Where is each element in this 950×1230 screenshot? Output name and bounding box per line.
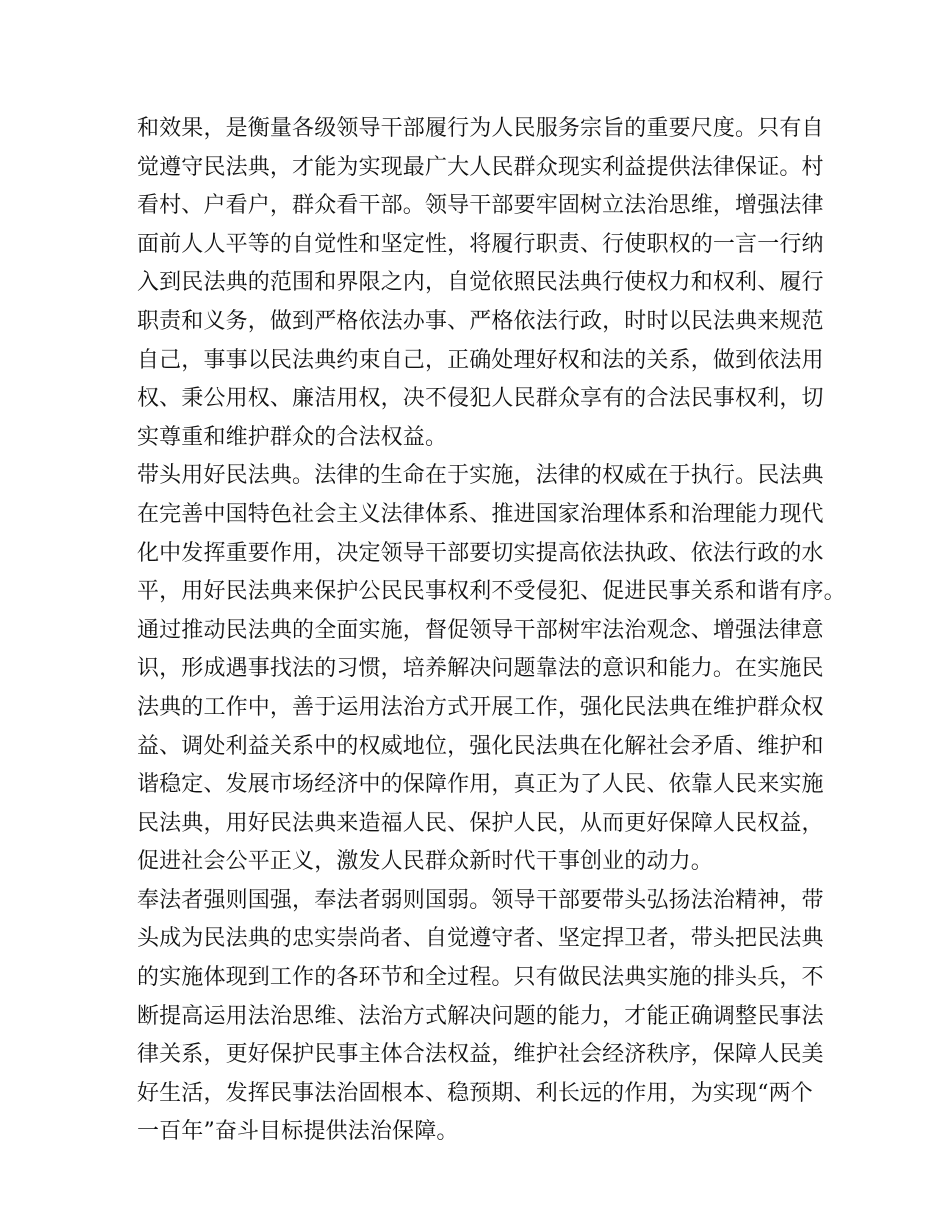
text-line: 促进社会公平正义，激发人民群众新时代干事创业的动力。	[137, 849, 713, 875]
text-line: 一百年”奋斗目标提供法治保障。	[137, 1119, 459, 1145]
text-line: 实尊重和维护群众的合法权益。	[137, 424, 448, 450]
text-line: 面前人人平等的自觉性和坚定性，将履行职责、行使职权的一言一行纳	[137, 231, 824, 257]
text-line: 律关系，更好保护民事主体合法权益，维护社会经济秩序，保障人民美	[137, 1042, 824, 1068]
text-line: 民法典，用好民法典来造福人民、保护人民，从而更好保障人民权益，	[137, 810, 824, 836]
text-line: 权、秉公用权、廉洁用权，决不侵犯人民群众享有的合法民事权利，切	[137, 386, 824, 412]
text-line: 和效果，是衡量各级领导干部履行为人民服务宗旨的重要尺度。只有自	[137, 116, 824, 141]
text-line: 自己，事事以民法典约束自己，正确处理好权和法的关系，做到依法用	[137, 347, 824, 373]
text-line: 的实施体现到工作的各环节和全过程。只有做民法典实施的排头兵，不	[137, 965, 824, 991]
text-line: 化中发挥重要作用，决定领导干部要切实提高依法执政、依法行政的水	[137, 540, 824, 566]
text-line: 带头用好民法典。法律的生命在于实施，法律的权威在于执行。民法典	[137, 463, 824, 489]
text-line: 奉法者强则国强，奉法者弱则国弱。领导干部要带头弘扬法治精神，带	[137, 887, 824, 913]
paragraph-3	[137, 882, 827, 1152]
text-line: 断提高运用法治思维、法治方式解决问题的能力，才能正确调整民事法	[137, 1003, 824, 1029]
text-line: 头成为民法典的忠实崇尚者、自觉遵守者、坚定捍卫者，带头把民法典	[137, 926, 824, 952]
paragraph-1	[137, 110, 827, 457]
text-line: 看村、户看户，群众看干部。领导干部要牢固树立法治思维，增强法律	[137, 193, 824, 219]
paragraph-2	[137, 457, 846, 882]
document-body	[137, 110, 846, 1152]
text-line: 在完善中国特色社会主义法律体系、推进国家治理体系和治理能力现代	[137, 501, 824, 527]
text-line: 识，形成遇事找法的习惯，培养解决问题靠法的意识和能力。在实施民	[137, 656, 824, 682]
text-line: 好生活，发挥民事法治固根本、稳预期、利长远的作用，为实现“两个	[137, 1080, 813, 1106]
text-line: 觉遵守民法典，才能为实现最广大人民群众现实利益提供法律保证。村	[137, 154, 824, 180]
text-line: 法典的工作中，善于运用法治方式开展工作，强化民法典在维护群众权	[137, 694, 824, 720]
text-line: 通过推动民法典的全面实施，督促领导干部树牢法治观念、增强法律意	[137, 617, 824, 643]
text-line: 谐稳定、发展市场经济中的保障作用，真正为了人民、依靠人民来实施	[137, 772, 824, 798]
text-line: 益、调处利益关系中的权威地位，强化民法典在化解社会矛盾、维护和	[137, 733, 824, 759]
text-line: 平，用好民法典来保护公民民事权利不受侵犯、促进民事关系和谐有序。	[137, 579, 846, 605]
text-line: 入到民法典的范围和界限之内，自觉依照民法典行使权力和权利、履行	[137, 270, 824, 296]
text-line: 职责和义务，做到严格依法办事、严格依法行政，时时以民法典来规范	[137, 308, 824, 334]
